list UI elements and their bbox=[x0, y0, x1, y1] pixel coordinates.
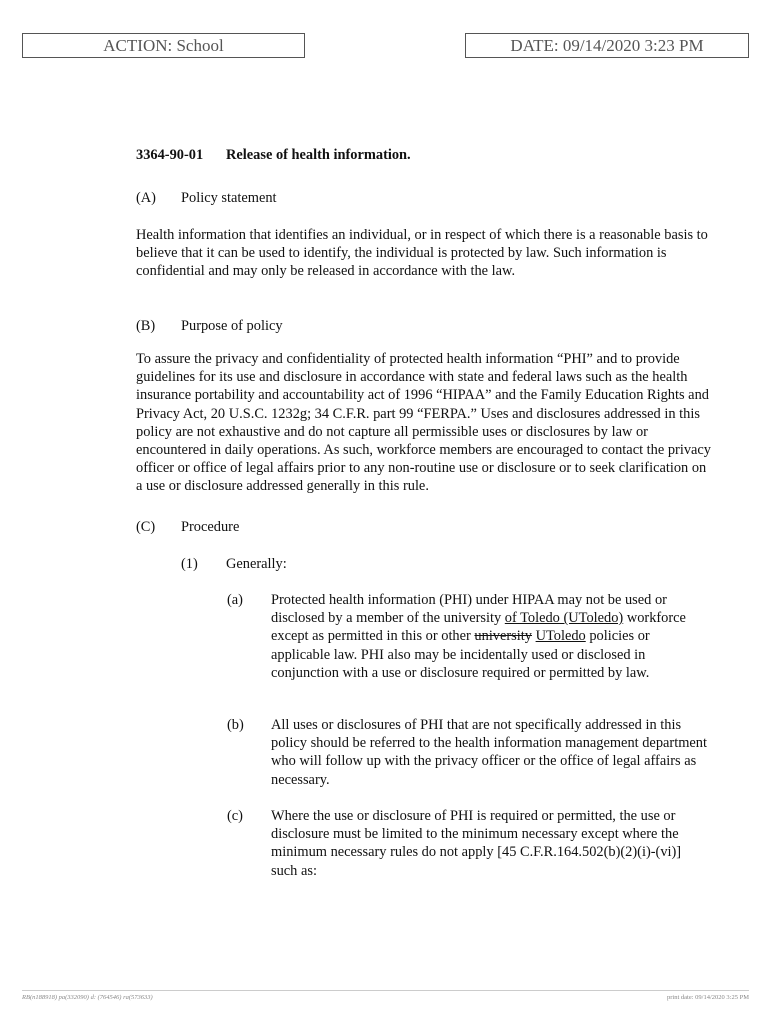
section-b-title: Purpose of policy bbox=[181, 318, 283, 334]
item-a-text-part: Protected health information (PHI) under HIPAA may not be used or disclosed by a member of the university bbox=[271, 592, 667, 627]
item-a-label: (a) bbox=[227, 592, 243, 608]
rule-title bbox=[136, 146, 411, 164]
item-c-label: (c) bbox=[227, 808, 243, 824]
footer-reference: RB(n188918) pa(332090) d: (764546) ra(573633) bbox=[22, 994, 153, 1001]
footer-print-date: print date: 09/14/2020 3:25 PM bbox=[667, 994, 749, 1001]
inserted-text: of Toledo (UToledo) bbox=[504, 610, 624, 627]
section-a-heading bbox=[136, 189, 277, 207]
subsection-1-heading bbox=[181, 555, 287, 573]
date-header: DATE: 09/14/2020 3:23 PM bbox=[465, 33, 749, 58]
section-c-label: (C) bbox=[136, 519, 156, 535]
item-a-text-part: policies or applicable law. PHI also may be incidentally used or disclosed in conjunction with a use or disclosure required or permitted by law. bbox=[271, 628, 650, 681]
rule-number: 3364-90-01 bbox=[136, 147, 204, 163]
inserted-text: UToledo bbox=[535, 628, 586, 645]
section-a-text: Health information that identifies an individual, or in respect of which there is a reasonable basis to believe that it can be used to identify, the individual is protected by law. Such information is confidential and may only be released in accordance with the law. bbox=[136, 227, 708, 280]
item-c-text: Where the use or disclosure of PHI is required or permitted, the use or disclosure must be limited to the minimum necessary except where the minimum necessary rules do not apply [45 C.F.R.164.502(b)(2)(i)-(vi)] such as: bbox=[271, 808, 682, 879]
item-a-text-part: workforce except as permitted in this or other bbox=[271, 610, 686, 645]
section-c-title: Procedure bbox=[181, 519, 240, 535]
item-b-label: (b) bbox=[227, 717, 244, 733]
footer-divider bbox=[22, 990, 749, 991]
deleted-text: university bbox=[474, 628, 532, 645]
subsection-1-label: (1) bbox=[181, 556, 198, 572]
section-a-label: (A) bbox=[136, 190, 156, 206]
section-b-label: (B) bbox=[136, 318, 156, 334]
item-a-text bbox=[271, 591, 709, 682]
rule-heading: Release of health information. bbox=[226, 147, 411, 163]
section-b-heading bbox=[136, 317, 283, 335]
section-b-text: To assure the privacy and confidentiality of protected health information “PHI” and to provide guidelines for its use and disclosure in accordance with state and federal laws such as the health insurance portability and accountability act of 1996 “HIPAA” and the Family Education Rights and Privacy Act, 20 U.S.C. 1232g; 34 C.F.R. part 99 “FERPA.” Uses and disclosures addressed in this policy are not exhaustive and do not capture all permissible uses or disclosures by law or encountered in daily operations. As such, workforce members are encouraged to contact the privacy officer or office of legal affairs prior to any non-routine use or disclosure or to seek clarification on a use or disclosure addressed generally in this rule. bbox=[136, 351, 712, 495]
section-c-heading bbox=[136, 518, 239, 536]
action-header: ACTION: School bbox=[22, 33, 305, 58]
item-b-text: All uses or disclosures of PHI that are not specifically addressed in this policy should be referred to the health information management department who will follow up with the privacy officer or the office of legal affairs as necessary. bbox=[271, 717, 707, 788]
section-a-title: Policy statement bbox=[181, 190, 277, 206]
subsection-1-title: Generally: bbox=[226, 556, 287, 572]
